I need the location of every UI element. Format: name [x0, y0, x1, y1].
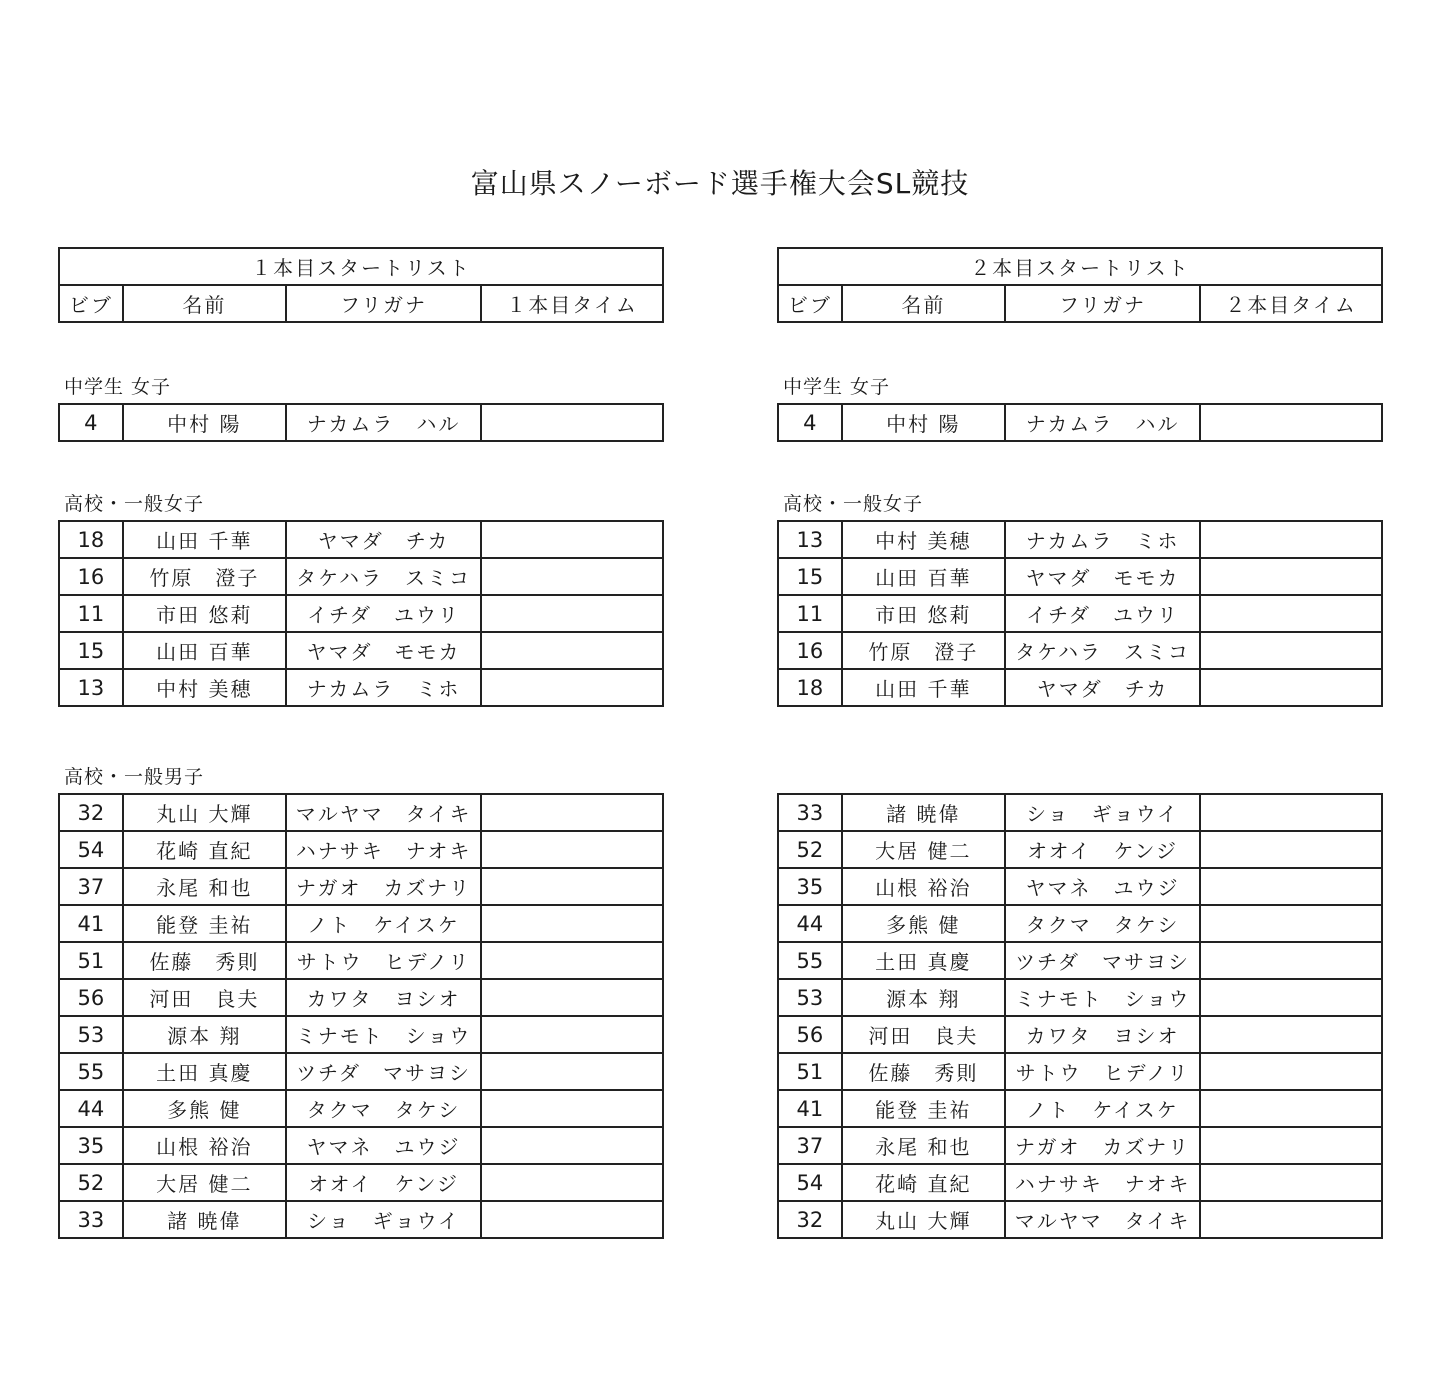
name-cell: 竹原 澄子	[123, 558, 286, 595]
table-row	[778, 1053, 1382, 1090]
list-heading: １本目スタートリスト	[59, 248, 663, 285]
time-cell	[481, 1016, 663, 1053]
bib-cell: 52	[59, 1164, 123, 1201]
table-row	[778, 1164, 1382, 1201]
time-cell	[481, 521, 663, 558]
bib-cell: 44	[59, 1090, 123, 1127]
table-row	[59, 595, 663, 632]
bib-cell: 16	[59, 558, 123, 595]
bib-cell: 37	[59, 868, 123, 905]
bib-cell: 55	[778, 942, 842, 979]
name-cell: 山根 裕治	[842, 868, 1005, 905]
section-table	[777, 520, 1383, 707]
table-row	[59, 831, 663, 868]
kana-cell: ノト ケイスケ	[1005, 1090, 1200, 1127]
header-table	[58, 247, 664, 323]
kana-cell: ノト ケイスケ	[286, 905, 481, 942]
col-name: 名前	[842, 285, 1005, 322]
name-cell: 中村 陽	[842, 404, 1005, 441]
kana-cell: オオイ ケンジ	[286, 1164, 481, 1201]
time-cell	[481, 794, 663, 831]
name-cell: 大居 健二	[842, 831, 1005, 868]
name-cell: 佐藤 秀則	[842, 1053, 1005, 1090]
kana-cell: ヤマダ チカ	[286, 521, 481, 558]
name-cell: 能登 圭祐	[123, 905, 286, 942]
table-row	[59, 942, 663, 979]
kana-cell: ハナサキ ナオキ	[1005, 1164, 1200, 1201]
kana-cell: ツチダ マサヨシ	[286, 1053, 481, 1090]
name-cell: 多熊 健	[123, 1090, 286, 1127]
time-cell	[1200, 831, 1382, 868]
time-cell	[1200, 1127, 1382, 1164]
kana-cell: ヤマダ モモカ	[1005, 558, 1200, 595]
section-table	[777, 403, 1383, 442]
time-cell	[481, 595, 663, 632]
table-row	[778, 979, 1382, 1016]
table-row	[59, 868, 663, 905]
table-row	[59, 1201, 663, 1238]
col-bib: ビブ	[59, 285, 123, 322]
time-cell	[481, 558, 663, 595]
kana-cell: ヤマネ ユウジ	[286, 1127, 481, 1164]
bib-cell: 51	[778, 1053, 842, 1090]
bib-cell: 33	[778, 794, 842, 831]
time-cell	[1200, 1164, 1382, 1201]
bib-cell: 37	[778, 1127, 842, 1164]
kana-cell: ミナモト ショウ	[286, 1016, 481, 1053]
time-cell	[481, 669, 663, 706]
name-cell: 山根 裕治	[123, 1127, 286, 1164]
kana-cell: サトウ ヒデノリ	[1005, 1053, 1200, 1090]
time-cell	[1200, 404, 1382, 441]
kana-cell: ナカムラ ミホ	[1005, 521, 1200, 558]
name-cell: 山田 千華	[842, 669, 1005, 706]
section-label: 中学生 女子	[783, 376, 891, 398]
section-label: 中学生 女子	[64, 376, 172, 398]
kana-cell: サトウ ヒデノリ	[286, 942, 481, 979]
table-row	[778, 868, 1382, 905]
kana-cell: ナカムラ ハル	[286, 404, 481, 441]
bib-cell: 32	[59, 794, 123, 831]
bib-cell: 52	[778, 831, 842, 868]
name-cell: 大居 健二	[123, 1164, 286, 1201]
bib-cell: 41	[778, 1090, 842, 1127]
kana-cell: マルヤマ タイキ	[1005, 1201, 1200, 1238]
section-table	[58, 520, 664, 707]
bib-cell: 33	[59, 1201, 123, 1238]
time-cell	[1200, 1053, 1382, 1090]
time-cell	[1200, 669, 1382, 706]
table-row	[59, 1053, 663, 1090]
kana-cell: タケハラ スミコ	[1005, 632, 1200, 669]
table-row	[778, 1201, 1382, 1238]
bib-cell: 56	[59, 979, 123, 1016]
time-cell	[481, 404, 663, 441]
table-row	[778, 521, 1382, 558]
name-cell: 源本 翔	[842, 979, 1005, 1016]
bib-cell: 44	[778, 905, 842, 942]
time-cell	[1200, 942, 1382, 979]
time-cell	[481, 979, 663, 1016]
table-row	[778, 595, 1382, 632]
section-label: 高校・一般女子	[64, 493, 205, 515]
kana-cell: イチダ ユウリ	[1005, 595, 1200, 632]
bib-cell: 18	[59, 521, 123, 558]
kana-cell: カワタ ヨシオ	[1005, 1016, 1200, 1053]
time-cell	[1200, 905, 1382, 942]
kana-cell: ツチダ マサヨシ	[1005, 942, 1200, 979]
name-cell: 花崎 直紀	[842, 1164, 1005, 1201]
bib-cell: 13	[59, 669, 123, 706]
table-row	[59, 794, 663, 831]
kana-cell: カワタ ヨシオ	[286, 979, 481, 1016]
table-row	[778, 942, 1382, 979]
name-cell: 市田 悠莉	[842, 595, 1005, 632]
name-cell: 多熊 健	[842, 905, 1005, 942]
col-kana: フリガナ	[1005, 285, 1200, 322]
bib-cell: 16	[778, 632, 842, 669]
col-bib: ビブ	[778, 285, 842, 322]
kana-cell: ヤマダ モモカ	[286, 632, 481, 669]
time-cell	[1200, 868, 1382, 905]
list-heading: ２本目スタートリスト	[778, 248, 1382, 285]
kana-cell: タクマ タケシ	[286, 1090, 481, 1127]
table-row	[59, 1016, 663, 1053]
table-row	[59, 1164, 663, 1201]
header-table	[777, 247, 1383, 323]
bib-cell: 53	[59, 1016, 123, 1053]
time-cell	[1200, 632, 1382, 669]
bib-cell: 11	[778, 595, 842, 632]
time-cell	[481, 1090, 663, 1127]
table-row	[778, 1127, 1382, 1164]
kana-cell: ショ ギョウイ	[286, 1201, 481, 1238]
name-cell: 河田 良夫	[842, 1016, 1005, 1053]
bib-cell: 13	[778, 521, 842, 558]
name-cell: 佐藤 秀則	[123, 942, 286, 979]
section-table	[58, 403, 664, 442]
section-table	[777, 793, 1383, 1239]
name-cell: 市田 悠莉	[123, 595, 286, 632]
name-cell: 丸山 大輝	[123, 794, 286, 831]
column-header-row	[778, 285, 1382, 322]
table-row	[59, 404, 663, 441]
table-row	[778, 1090, 1382, 1127]
bib-cell: 32	[778, 1201, 842, 1238]
time-cell	[1200, 595, 1382, 632]
time-cell	[481, 905, 663, 942]
bib-cell: 4	[778, 404, 842, 441]
table-row	[778, 632, 1382, 669]
name-cell: 永尾 和也	[842, 1127, 1005, 1164]
bib-cell: 53	[778, 979, 842, 1016]
kana-cell: ショ ギョウイ	[1005, 794, 1200, 831]
table-row	[778, 794, 1382, 831]
bib-cell: 55	[59, 1053, 123, 1090]
bib-cell: 4	[59, 404, 123, 441]
bib-cell: 56	[778, 1016, 842, 1053]
kana-cell: ミナモト ショウ	[1005, 979, 1200, 1016]
time-cell	[481, 868, 663, 905]
table-row	[778, 831, 1382, 868]
bib-cell: 15	[59, 632, 123, 669]
kana-cell: イチダ ユウリ	[286, 595, 481, 632]
bib-cell: 35	[778, 868, 842, 905]
time-cell	[1200, 1201, 1382, 1238]
time-cell	[1200, 1016, 1382, 1053]
name-cell: 丸山 大輝	[842, 1201, 1005, 1238]
bib-cell: 18	[778, 669, 842, 706]
name-cell: 中村 美穂	[123, 669, 286, 706]
col-time: １本目タイム	[481, 285, 663, 322]
table-row	[59, 669, 663, 706]
bib-cell: 41	[59, 905, 123, 942]
kana-cell: オオイ ケンジ	[1005, 831, 1200, 868]
kana-cell: ナカムラ ミホ	[286, 669, 481, 706]
kana-cell: ナカムラ ハル	[1005, 404, 1200, 441]
name-cell: 山田 百華	[842, 558, 1005, 595]
bib-cell: 54	[59, 831, 123, 868]
table-row	[59, 1127, 663, 1164]
time-cell	[1200, 979, 1382, 1016]
name-cell: 河田 良夫	[123, 979, 286, 1016]
name-cell: 中村 陽	[123, 404, 286, 441]
name-cell: 中村 美穂	[842, 521, 1005, 558]
time-cell	[481, 942, 663, 979]
table-row	[778, 1016, 1382, 1053]
name-cell: 諸 暁偉	[842, 794, 1005, 831]
col-kana: フリガナ	[286, 285, 481, 322]
name-cell: 源本 翔	[123, 1016, 286, 1053]
table-row	[59, 905, 663, 942]
kana-cell: ナガオ カズナリ	[1005, 1127, 1200, 1164]
time-cell	[1200, 1090, 1382, 1127]
kana-cell: ヤマダ チカ	[1005, 669, 1200, 706]
table-row	[778, 669, 1382, 706]
table-row	[59, 632, 663, 669]
kana-cell: ナガオ カズナリ	[286, 868, 481, 905]
time-cell	[481, 1201, 663, 1238]
bib-cell: 51	[59, 942, 123, 979]
table-row	[59, 521, 663, 558]
kana-cell: ヤマネ ユウジ	[1005, 868, 1200, 905]
column-header-row	[59, 285, 663, 322]
bib-cell: 35	[59, 1127, 123, 1164]
section-table	[58, 793, 664, 1239]
page-title: 富山県スノーボード選手権大会SL競技	[470, 167, 970, 200]
time-cell	[481, 1164, 663, 1201]
kana-cell: ハナサキ ナオキ	[286, 831, 481, 868]
name-cell: 山田 百華	[123, 632, 286, 669]
col-time: ２本目タイム	[1200, 285, 1382, 322]
name-cell: 能登 圭祐	[842, 1090, 1005, 1127]
bib-cell: 15	[778, 558, 842, 595]
name-cell: 花崎 直紀	[123, 831, 286, 868]
time-cell	[481, 632, 663, 669]
kana-cell: タケハラ スミコ	[286, 558, 481, 595]
time-cell	[481, 1053, 663, 1090]
section-label: 高校・一般女子	[783, 493, 924, 515]
bib-cell: 11	[59, 595, 123, 632]
table-row	[778, 905, 1382, 942]
name-cell: 山田 千華	[123, 521, 286, 558]
section-label: 高校・一般男子	[64, 766, 205, 788]
table-row	[59, 558, 663, 595]
name-cell: 竹原 澄子	[842, 632, 1005, 669]
time-cell	[1200, 558, 1382, 595]
time-cell	[1200, 794, 1382, 831]
time-cell	[481, 1127, 663, 1164]
bib-cell: 54	[778, 1164, 842, 1201]
kana-cell: マルヤマ タイキ	[286, 794, 481, 831]
name-cell: 永尾 和也	[123, 868, 286, 905]
time-cell	[1200, 521, 1382, 558]
table-row	[778, 558, 1382, 595]
name-cell: 諸 暁偉	[123, 1201, 286, 1238]
name-cell: 土田 真慶	[123, 1053, 286, 1090]
table-row	[59, 979, 663, 1016]
name-cell: 土田 真慶	[842, 942, 1005, 979]
table-row	[59, 1090, 663, 1127]
time-cell	[481, 831, 663, 868]
kana-cell: タクマ タケシ	[1005, 905, 1200, 942]
table-row	[778, 404, 1382, 441]
col-name: 名前	[123, 285, 286, 322]
